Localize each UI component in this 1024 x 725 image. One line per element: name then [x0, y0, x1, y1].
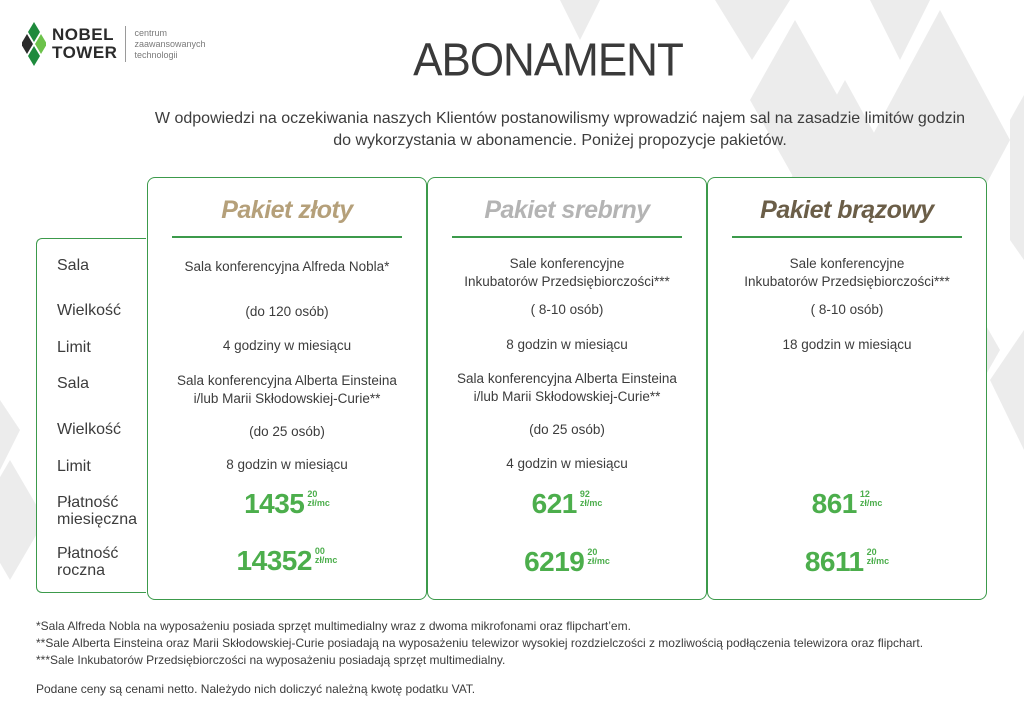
package-card-gold	[147, 177, 427, 600]
gold-monthly-unit: zł/mc	[307, 498, 330, 508]
silver-monthly-suffix	[580, 490, 603, 508]
footnote-1: *Sala Alfreda Nobla na wyposażeniu posiada sprzęt multimedialny wraz z dwoma mikrofonami oraz flipchart’em.	[36, 619, 631, 633]
bronze-monthly-amount: 861	[811, 488, 857, 519]
label-yearly-payment	[57, 545, 118, 579]
bronze-yearly-amount: 8611	[804, 546, 864, 577]
silver-sala-2-line1: Sala konferencyjna Alberta Einsteina	[457, 371, 677, 386]
label-yearly-line1: Płatność	[57, 545, 119, 562]
label-monthly-line1: Płatność	[57, 494, 119, 511]
package-title-silver: Pakiet srebrny	[484, 196, 650, 224]
silver-monthly-unit: zł/mc	[579, 498, 603, 508]
gold-monthly-suffix	[307, 490, 330, 508]
silver-sala-2	[428, 370, 706, 406]
gold-size-2: (do 25 osób)	[249, 424, 325, 439]
title-underline	[732, 236, 962, 238]
bronze-yearly-unit: zł/mc	[866, 556, 890, 566]
brand-name-line2: TOWER	[52, 43, 118, 62]
gold-sala-2-line1: Sala konferencyjna Alberta Einsteina	[177, 373, 397, 388]
label-limit-2: Limit	[57, 458, 91, 475]
tagline-line1: centrum	[134, 27, 167, 38]
gold-yearly-unit: zł/mc	[314, 555, 338, 565]
label-sala-1: Sala	[57, 257, 90, 274]
silver-yearly-price	[428, 546, 706, 578]
package-title-gold: Pakiet złoty	[221, 196, 353, 224]
bronze-sala-1	[708, 255, 986, 291]
label-wielkosc-2: Wielkość	[57, 421, 122, 438]
bronze-yearly-price	[708, 546, 986, 578]
silver-sala-2-line2: i/lub Marii Skłodowskiej-Curie**	[473, 389, 661, 404]
gold-monthly-amount: 1435	[244, 488, 305, 519]
bronze-monthly-unit: zł/mc	[859, 498, 883, 508]
gold-yearly-price	[148, 545, 426, 577]
intro-line1: W odpowiedzi na oczekiwania naszych Klientów postanowilismy wprowadzić najem sal na zasadzie limitów godzin	[154, 110, 966, 127]
vat-note: Podane ceny są cenami netto. Należydo nich doliczyć należną kwotę podatku VAT.	[36, 682, 476, 696]
silver-sala-1	[428, 255, 706, 291]
bronze-yearly-suffix	[867, 548, 890, 566]
gold-size-1: (do 120 osób)	[245, 304, 329, 319]
title-underline	[172, 236, 402, 238]
bronze-sala-1-line2: Inkubatorów Przedsiębiorczości***	[744, 274, 950, 289]
title-underline	[452, 236, 682, 238]
silver-yearly-suffix	[587, 548, 610, 566]
footnote-3: ***Sale Inkubatorów Przedsiębiorczości na wyposażeniu posiadają sprzęt multimedialny.	[36, 653, 506, 667]
silver-sala-1-line1: Sale konferencyjne	[509, 256, 625, 271]
gold-yearly-suffix	[315, 547, 338, 565]
gold-yearly-amount: 14352	[236, 545, 312, 576]
package-title-bronze: Pakiet brązowy	[760, 196, 934, 224]
label-monthly-payment	[57, 494, 137, 528]
silver-size-2: (do 25 osób)	[529, 422, 605, 437]
silver-monthly-cents: 92	[579, 489, 590, 499]
brand-name-line1: NOBEL	[52, 25, 114, 44]
bronze-limit-1: 18 godzin w miesiącu	[782, 337, 912, 352]
package-card-bronze	[707, 177, 987, 600]
silver-yearly-cents: 20	[587, 547, 598, 557]
gold-sala-2-line2: i/lub Marii Skłodowskiej-Curie**	[193, 391, 381, 406]
silver-limit-1: 8 godzin w miesiącu	[506, 337, 628, 352]
gold-monthly-price	[148, 488, 426, 520]
package-card-silver	[427, 177, 707, 600]
gold-limit-1: 4 godziny w miesiącu	[222, 338, 352, 353]
bronze-monthly-price	[708, 488, 986, 520]
footnote-2: **Sale Alberta Einsteina oraz Marii Skłodowskiej-Curie posiadają na wyposażeniu telewizor wysokiej rozdzielczości z mozliwością podłączenia telewizora oraz flipchart.	[36, 636, 924, 650]
bronze-monthly-suffix	[860, 490, 883, 508]
silver-monthly-price	[428, 488, 706, 520]
silver-size-1: ( 8-10 osób)	[530, 302, 604, 317]
tagline-line2: zaawansowanych	[134, 38, 206, 49]
silver-yearly-amount: 6219	[524, 546, 585, 577]
bronze-yearly-cents: 20	[866, 547, 877, 557]
intro-text	[140, 108, 980, 152]
page-title: ABONAMENT	[413, 34, 683, 87]
label-sala-2: Sala	[57, 375, 90, 392]
gold-sala-1	[148, 258, 426, 276]
gold-sala-2	[148, 372, 426, 408]
gold-yearly-cents: 00	[314, 546, 325, 556]
silver-limit-2: 4 godzin w miesiącu	[506, 456, 628, 471]
label-yearly-line2: roczna	[57, 562, 106, 579]
bronze-sala-1-line1: Sale konferencyjne	[789, 256, 905, 271]
intro-line2: do wykorzystania w abonamencie. Poniżej propozycje pakietów.	[333, 132, 787, 149]
gold-monthly-cents: 20	[307, 489, 318, 499]
label-limit-1: Limit	[57, 339, 91, 356]
row-labels-panel	[36, 238, 146, 593]
silver-sala-1-line2: Inkubatorów Przedsiębiorczości***	[464, 274, 670, 289]
label-monthly-line2: miesięczna	[57, 511, 138, 528]
label-wielkosc-1: Wielkość	[57, 302, 122, 319]
bronze-monthly-cents: 12	[859, 489, 870, 499]
tagline-line3: technologii	[134, 49, 178, 60]
gold-sala-1-line1: Sala konferencyjna Alfreda Nobla*	[184, 259, 390, 274]
gold-limit-2: 8 godzin w miesiącu	[226, 457, 348, 472]
silver-yearly-unit: zł/mc	[587, 556, 610, 566]
bronze-size-1: ( 8-10 osób)	[810, 302, 884, 317]
silver-monthly-amount: 621	[531, 488, 577, 519]
